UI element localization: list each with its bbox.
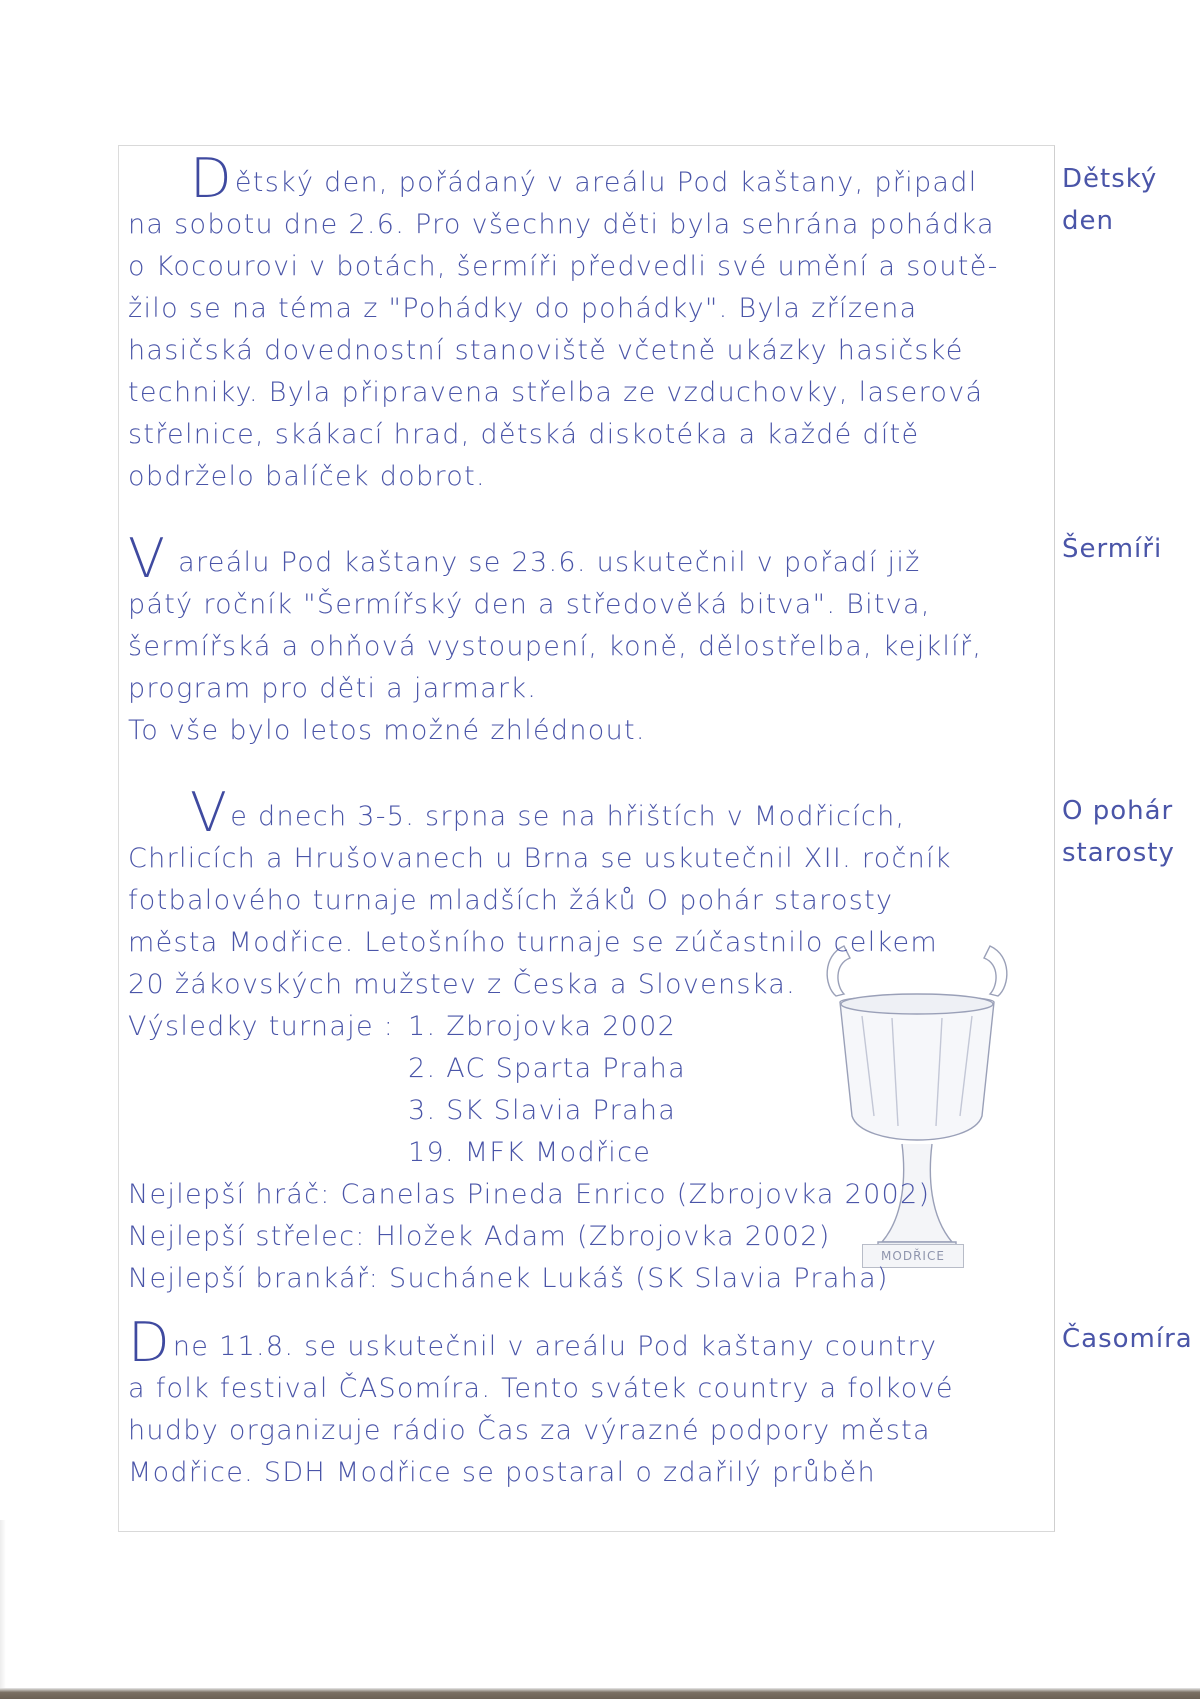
paragraph-line	[128, 781, 1043, 844]
text-line: obdrželo balíček dobrot.	[128, 461, 486, 492]
side-label-line: starosty	[1062, 838, 1175, 868]
text-line: e dnech 3-5. srpna se na hřištích v Modřicích,	[230, 801, 906, 832]
text-line: pátý ročník "Šermířský den a středověká bitva". Bitva,	[128, 589, 931, 620]
side-label-line: Dětský	[1062, 164, 1158, 194]
text-line: hudby organizuje rádio Čas za výrazné podpory města	[128, 1415, 931, 1446]
results-row	[128, 1006, 1043, 1048]
initial-letter: D	[190, 147, 233, 210]
scan-bottom-edge	[0, 1688, 1200, 1699]
side-label-o-pohar-starosty	[1062, 790, 1192, 874]
side-label-detsky-den	[1062, 158, 1192, 242]
result-item: 2. AC Sparta Praha	[408, 1053, 686, 1084]
text-line: o Kocourovi v botách, šermíři předvedli své umění a soutě-	[128, 251, 999, 282]
results-row	[128, 1090, 1043, 1132]
text-line: a folk festival ČASomíra. Tento svátek country a folkové	[128, 1373, 954, 1404]
award-line: Nejlepší hráč: Canelas Pineda Enrico (Zbrojovka 2002)	[128, 1179, 931, 1210]
award-line: Nejlepší střelec: Hložek Adam (Zbrojovka 2002)	[128, 1221, 831, 1252]
side-label-sermiri	[1062, 528, 1192, 570]
side-label-line: Šermíři	[1062, 534, 1163, 564]
section-o-pohar-starosty	[128, 781, 1043, 1300]
scan-edge	[0, 1520, 6, 1690]
side-label-line: Časomíra	[1062, 1324, 1193, 1354]
result-item: 3. SK Slavia Praha	[408, 1095, 677, 1126]
text-line: města Modřice. Letošního turnaje se zúčastnilo celkem	[128, 927, 938, 958]
paragraph-line	[128, 1311, 1043, 1374]
text-line: techniky. Byla připravena střelba ze vzduchovky, laserová	[128, 377, 984, 408]
text-line: 20 žákovských mužstev z Česka a Slovenska.	[128, 969, 796, 1000]
initial-letter: V	[190, 781, 229, 844]
result-item: 1. Zbrojovka 2002	[408, 1011, 677, 1042]
text-line: na sobotu dne 2.6. Pro všechny děti byla sehrána pohádka	[128, 209, 995, 240]
section-detsky-den	[128, 147, 1043, 498]
section-casomira	[128, 1311, 1043, 1494]
text-line: areálu Pod kaštany se 23.6. uskutečnil v pořadí již	[168, 547, 921, 578]
text-line: Modřice. SDH Modřice se postaral o zdařilý průběh	[128, 1457, 876, 1488]
initial-letter: V	[128, 527, 167, 590]
text-line: žilo se na téma z "Pohádky do pohádky". Byla zřízena	[128, 293, 918, 324]
trophy-plate: MODŘICE	[862, 1244, 964, 1268]
text-line: fotbalového turnaje mladších žáků O pohár starosty	[128, 885, 894, 916]
paragraph-line	[128, 147, 1043, 210]
text-line: program pro děti a jarmark.	[128, 673, 538, 704]
paragraph-line	[128, 527, 1043, 590]
results-row	[128, 1132, 1043, 1174]
text-line: ne 11.8. se uskutečnil v areálu Pod kaštany country	[172, 1331, 938, 1362]
text-line: Chrlicích a Hrušovanech u Brna se uskutečnil XII. ročník	[128, 843, 952, 874]
side-label-line: O pohár	[1062, 796, 1174, 826]
text-line: hasičská dovednostní stanoviště včetně ukázky hasičské	[128, 335, 964, 366]
side-label-casomira	[1062, 1318, 1192, 1360]
result-item: 19. MFK Modřice	[408, 1137, 652, 1168]
initial-letter: D	[128, 1311, 171, 1374]
results-row	[128, 1048, 1043, 1090]
section-sermiri	[128, 527, 1043, 752]
text-line: To vše bylo letos možné zhlédnout.	[128, 715, 646, 746]
text-line: šermířská a ohňová vystoupení, koně, dělostřelba, kejklíř,	[128, 631, 983, 662]
award-line: Nejlepší brankář: Suchánek Lukáš (SK Slavia Praha)	[128, 1263, 889, 1294]
side-label-line: den	[1062, 206, 1114, 236]
text-line: střelnice, skákací hrad, dětská diskotéka a každé dítě	[128, 419, 920, 450]
results-label: Výsledky turnaje :	[128, 1011, 395, 1042]
text-line: ětský den, pořádaný v areálu Pod kaštany, připadl	[234, 167, 978, 198]
